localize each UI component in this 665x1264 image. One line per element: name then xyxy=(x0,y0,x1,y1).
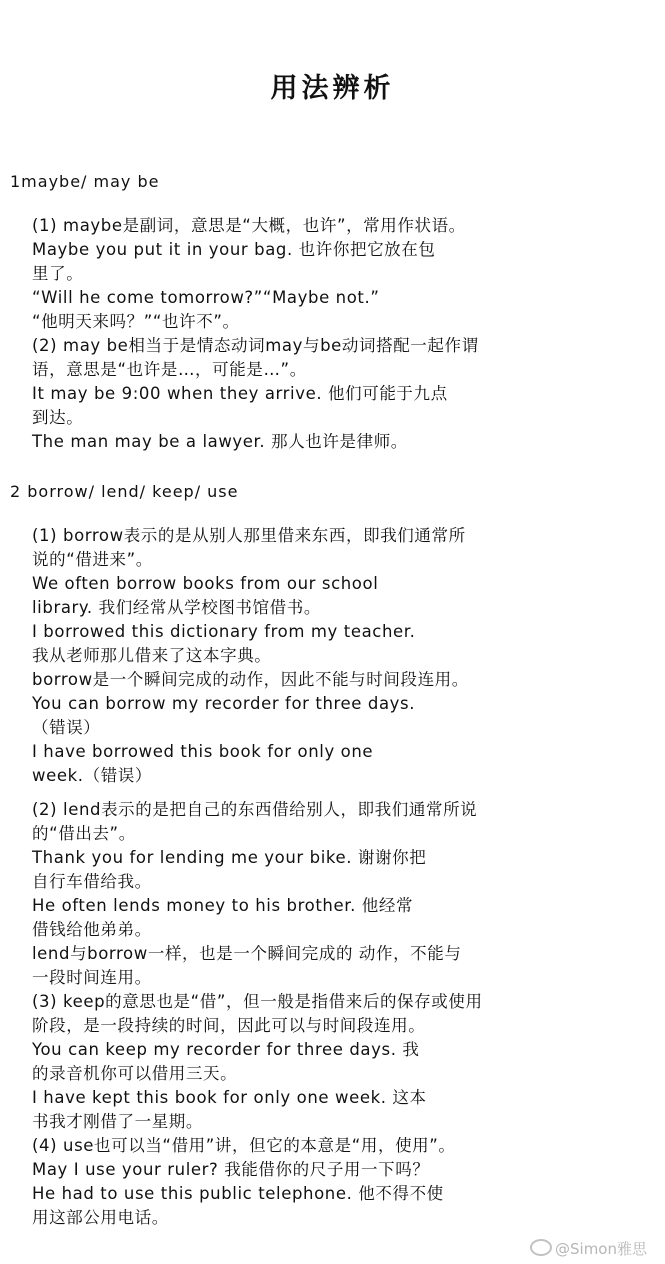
text-line: week.（错误） xyxy=(32,766,152,785)
text-line: “他明天来吗？”“也许不”。 xyxy=(32,312,240,331)
section-lend-keep-use-body xyxy=(32,798,652,1230)
text-line: 语，意思是“也许是…，可能是…”。 xyxy=(32,360,307,379)
section-borrow-body xyxy=(32,524,652,788)
text-line: 说的“借进来”。 xyxy=(32,550,153,569)
watermark xyxy=(530,1238,647,1259)
text-line: May I use your ruler? 我能借你的尺子用一下吗？ xyxy=(32,1160,430,1179)
text-line: (2) may be相当于是情态动词may与be动词搭配一起作谓 xyxy=(32,336,479,355)
text-line: Maybe you put it in your bag. 也许你把它放在包 xyxy=(32,240,436,259)
text-line: The man may be a lawyer. 那人也许是律师。 xyxy=(32,432,408,451)
text-line: lend与borrow一样，也是一个瞬间完成的 动作，不能与 xyxy=(32,944,462,963)
text-line: (3) keep的意思也是“借”，但一般是指借来后的保存或使用 xyxy=(32,992,483,1011)
text-line: It may be 9:00 when they arrive. 他们可能于九点 xyxy=(32,384,448,403)
text-line: 阶段，是一段持续的时间，因此可以与时间段连用。 xyxy=(32,1016,426,1035)
text-line: 的“借出去”。 xyxy=(32,824,136,843)
text-line: 到达。 xyxy=(32,408,84,427)
text-line: Thank you for lending me your bike. 谢谢你把 xyxy=(32,848,427,867)
text-line: (2) lend表示的是把自己的东西借给别人，即我们通常所说 xyxy=(32,800,478,819)
section-heading-borrow-lend-keep-use: 2 borrow/ lend/ keep/ use xyxy=(10,482,239,501)
text-line: 里了。 xyxy=(32,264,84,283)
text-line: You can keep my recorder for three days. 我 xyxy=(32,1040,420,1059)
text-line: 的录音机你可以借用三天。 xyxy=(32,1064,238,1083)
text-line: He often lends money to his brother. 他经常 xyxy=(32,896,414,915)
text-line: borrow是一个瞬间完成的动作，因此不能与时间段连用。 xyxy=(32,670,469,689)
text-line: 自行车借给我。 xyxy=(32,872,152,891)
text-line: 借钱给他弟弟。 xyxy=(32,920,152,939)
text-line: (4) use也可以当“借用”讲，但它的本意是“用，使用”。 xyxy=(32,1136,456,1155)
watermark-text: @Simon雅思 xyxy=(555,1240,647,1258)
text-line: He had to use this public telephone. 他不得不使 xyxy=(32,1184,444,1203)
text-line: 书我才刚借了一星期。 xyxy=(32,1112,203,1131)
text-line: 我从老师那儿借来了这本字典。 xyxy=(32,646,272,665)
text-line: 用这部公用电话。 xyxy=(32,1208,169,1227)
text-line: (1) maybe是副词，意思是“大概，也许”，常用作状语。 xyxy=(32,216,466,235)
text-line: （错误） xyxy=(32,718,101,737)
weibo-logo-icon xyxy=(530,1239,552,1256)
text-line: library. 我们经常从学校图书馆借书。 xyxy=(32,598,321,617)
text-line: We often borrow books from our school xyxy=(32,574,379,593)
text-line: I have kept this book for only one week. 这本 xyxy=(32,1088,427,1107)
text-line: “Will he come tomorrow?”“Maybe not.” xyxy=(32,288,380,307)
text-line: You can borrow my recorder for three days. xyxy=(32,694,416,713)
section-maybe-body xyxy=(32,214,652,454)
page-title: 用法辨析 xyxy=(270,73,395,104)
text-line: 一段时间连用。 xyxy=(32,968,152,987)
text-line: (1) borrow表示的是从别人那里借来东西，即我们通常所 xyxy=(32,526,466,545)
text-line: I have borrowed this book for only one xyxy=(32,742,374,761)
section-heading-maybe: 1maybe/ may be xyxy=(10,172,160,191)
text-line: I borrowed this dictionary from my teacher. xyxy=(32,622,416,641)
